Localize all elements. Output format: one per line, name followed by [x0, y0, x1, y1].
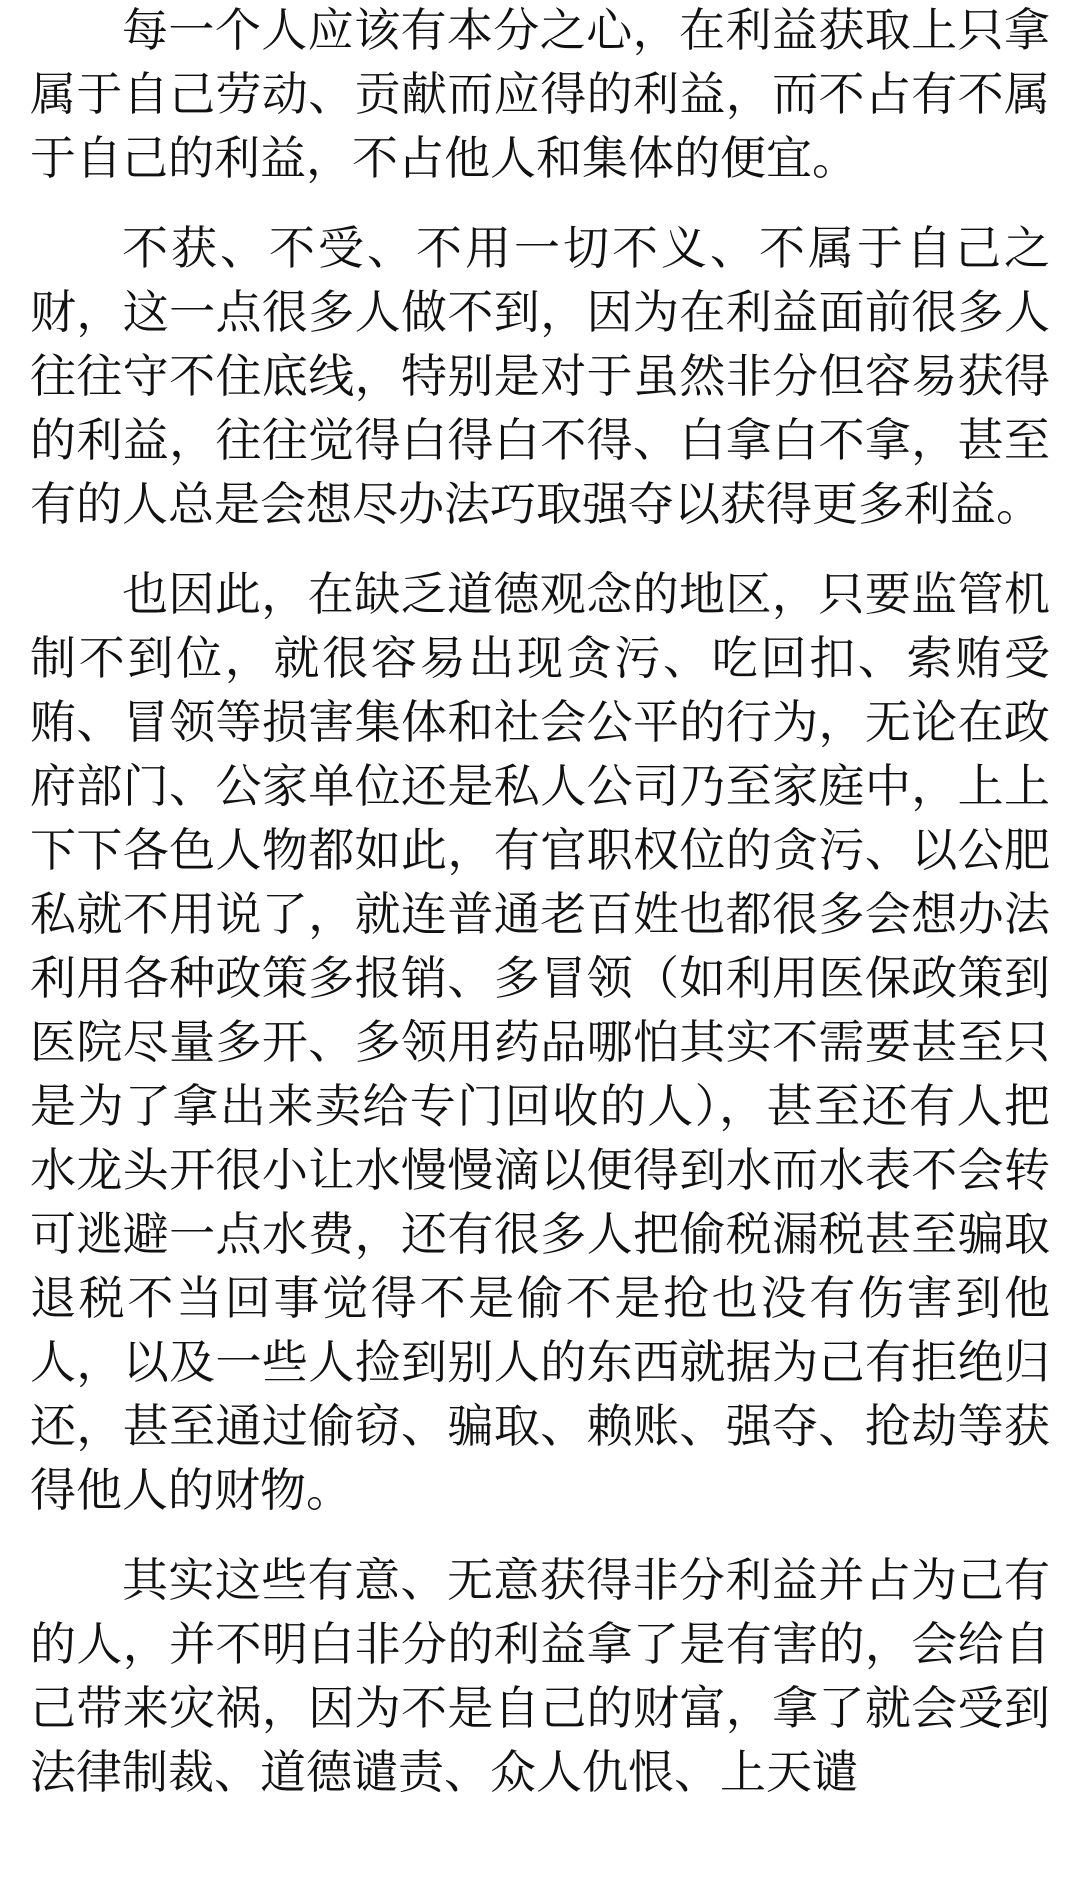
article-body — [30, 0, 1050, 1830]
paragraph-2: 不获、不受、不用一切不义、不属于自己之财，这一点很多人做不到，因为在利益面前很多人往往守不住底线，特别是对于虽然非分但容易获得的利益，往往觉得白得白不得、白拿白不拿，甚至有的人总是会想尽办法巧取强夺以获得更多利益。 — [30, 221, 1050, 531]
paragraph-4: 其实这些有意、无意获得非分利益并占为己有的人，并不明白非分的利益拿了是有害的，会给自己带来灾祸，因为不是自己的财富，拿了就会受到法律制裁、道德谴责、众人仇恨、上天谴 — [30, 1553, 1050, 1799]
paragraph-1: 每一个人应该有本分之心，在利益获取上只拿属于自己劳动、贡献而应得的利益，而不占有不属于自己的利益，不占他人和集体的便宜。 — [30, 3, 1050, 185]
paragraph-3: 也因此，在缺乏道德观念的地区，只要监管机制不到位，就很容易出现贪污、吃回扣、索贿受贿、冒领等损害集体和社会公平的行为，无论在政府部门、公家单位还是私人公司乃至家庭中，上上下下各色人物都如此，有官职权位的贪污、以公肥私就不用说了，就连普通老百姓也都很多会想办法利用各种政策多报销、多冒领（如利用医保政策到医院尽量多开、多领用药品哪怕其实不需要甚至只是为了拿出来卖给专门回收的人），甚至还有人把水龙头开很小让水慢慢滴以便得到水而水表不会转可逃避一点水费，还有很多人把偷税漏税甚至骗取退税不当回事觉得不是偷不是抢也没有伤害到他人，以及一些人捡到别人的东西就据为己有拒绝归还，甚至通过偷窃、骗取、赖账、强夺、抢劫等获得他人的财物。 — [30, 567, 1050, 1517]
